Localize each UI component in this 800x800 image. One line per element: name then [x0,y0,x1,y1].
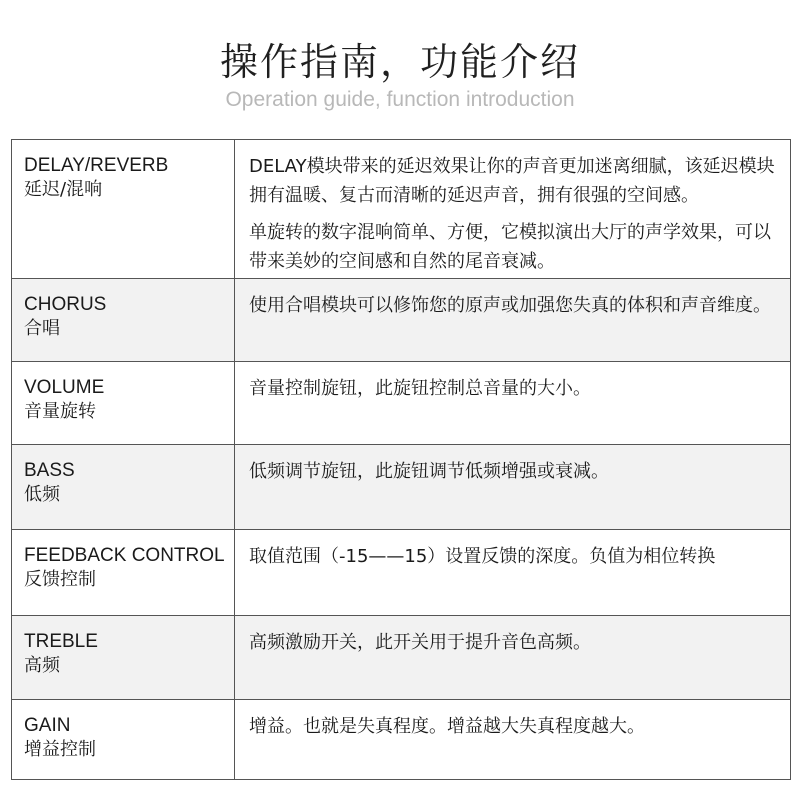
function-name-zh: 延迟/混响 [24,179,103,200]
function-description: 音量控制旋钮，此旋钮控制总音量的大小。 [249,378,591,399]
function-name-cell [12,700,235,780]
table-row [12,140,791,279]
function-description-cell [235,700,791,780]
page-title: 操作指南，功能介绍 [219,40,580,84]
function-name-zh: 高频 [24,655,60,676]
function-description-cell [235,140,791,279]
function-name-en: DELAY/REVERB [24,155,169,176]
table-row [12,616,791,700]
function-description-cell [235,530,791,616]
function-name-zh: 低频 [24,484,60,505]
table-row [12,362,791,445]
function-name-zh: 合唱 [24,318,60,339]
function-table [11,139,791,780]
function-name-cell [12,140,235,279]
function-name-en: VOLUME [24,377,105,398]
function-name-cell [12,445,235,530]
function-name-zh: 增益控制 [24,739,96,760]
function-description-cell [235,279,791,362]
function-name-en: CHORUS [24,294,107,315]
function-name-cell [12,530,235,616]
function-description: 低频调节旋钮，此旋钮调节低频增强或衰减。 [249,461,609,482]
function-description: 单旋转的数字混响简单、方便，它模拟演出大厅的声学效果，可以带来美妙的空间感和自然的尾音衰减。 [249,222,771,272]
function-name-cell [12,616,235,700]
function-name-en: TREBLE [24,631,98,652]
table-row [12,700,791,780]
function-name-en: FEEDBACK CONTROL [24,545,225,566]
page-subtitle: Operation guide, function introduction [225,88,575,111]
function-description: DELAY模块带来的延迟效果让你的声音更加迷离细腻，该延迟模块拥有温暖、复古而清晰的延迟声音，拥有很强的空间感。 [249,156,775,206]
function-description: 取值范围（-15——15）设置反馈的深度。负值为相位转换 [249,546,716,567]
function-name-cell [12,279,235,362]
function-name-zh: 反馈控制 [24,569,96,590]
table-row [12,530,791,616]
table-row [12,445,791,530]
function-description: 高频激励开关，此开关用于提升音色高频。 [249,632,591,653]
function-description-cell [235,445,791,530]
function-name-zh: 音量旋转 [24,401,96,422]
function-name-cell [12,362,235,445]
function-description-cell [235,616,791,700]
function-description: 增益。也就是失真程度。增益越大失真程度越大。 [249,716,645,737]
table-row [12,279,791,362]
function-description-cell [235,362,791,445]
function-name-en: GAIN [24,715,71,736]
function-name-en: BASS [24,460,75,481]
function-description: 使用合唱模块可以修饰您的原声或加强您失真的体积和声音维度。 [249,295,771,316]
